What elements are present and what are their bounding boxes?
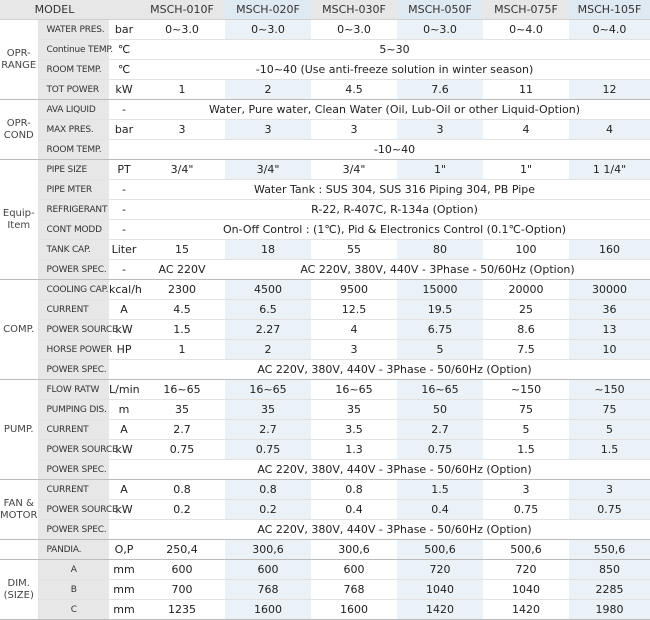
header-unit-cell — [109, 0, 139, 20]
model-name: MSCH-105F — [569, 0, 650, 20]
unit-cell — [109, 520, 139, 540]
param-label: PUMPING DIS. — [38, 400, 109, 420]
unit-cell: mm — [109, 580, 139, 600]
value-cell: 700 — [139, 580, 225, 600]
value-cell: 7.6 — [397, 80, 483, 100]
value-cell: 2.7 — [139, 420, 225, 440]
value-cell: 12.5 — [311, 300, 397, 320]
value-cell: 0.4 — [397, 500, 483, 520]
value-cell: 4 — [483, 120, 569, 140]
spec-row — [0, 200, 650, 220]
value-cell: 100 — [483, 240, 569, 260]
spec-row — [0, 560, 650, 580]
value-cell: 5 — [569, 420, 650, 440]
group-label: OPR-COND — [0, 100, 38, 160]
value-cell: 0.2 — [139, 500, 225, 520]
spec-row — [0, 500, 650, 520]
value-cell: 1" — [397, 160, 483, 180]
value-cell: 160 — [569, 240, 650, 260]
value-cell: 0.75 — [569, 500, 650, 520]
span-value-cell: R-22, R-407C, R-134a (Option) — [139, 200, 650, 220]
spec-row — [0, 100, 650, 120]
value-cell: 3 — [483, 480, 569, 500]
param-label: PIPE MTER — [38, 180, 109, 200]
value-cell: 16~65 — [397, 380, 483, 400]
value-cell: 2300 — [139, 280, 225, 300]
param-label: ROOM TEMP. — [38, 140, 109, 160]
value-cell: 0~3.0 — [225, 20, 311, 40]
value-cell: 4.5 — [311, 80, 397, 100]
spec-row — [0, 40, 650, 60]
model-label: MODEL — [0, 0, 109, 20]
value-cell: 3 — [397, 120, 483, 140]
param-label: POWER SPEC. — [38, 520, 109, 540]
spec-row — [0, 80, 650, 100]
unit-cell: PT — [109, 160, 139, 180]
spec-row — [0, 220, 650, 240]
value-cell: 0~4.0 — [569, 20, 650, 40]
value-cell: 2285 — [569, 580, 650, 600]
value-cell: ~150 — [483, 380, 569, 400]
spec-row — [0, 240, 650, 260]
param-label: HORSE POWER — [38, 340, 109, 360]
header-row — [0, 0, 650, 20]
value-cell: 720 — [483, 560, 569, 580]
value-cell: 1.5 — [397, 480, 483, 500]
value-cell: 1.5 — [483, 440, 569, 460]
spec-row — [0, 460, 650, 480]
value-cell: 19.5 — [397, 300, 483, 320]
value-cell: 3 — [225, 120, 311, 140]
spec-row — [0, 180, 650, 200]
unit-cell: kW — [109, 320, 139, 340]
unit-cell: kW — [109, 80, 139, 100]
unit-cell: bar — [109, 20, 139, 40]
value-cell: 4.5 — [139, 300, 225, 320]
param-label: C — [38, 600, 109, 620]
param-label: PANDIA. — [38, 540, 109, 560]
value-cell: 1235 — [139, 600, 225, 620]
value-cell: 3/4" — [311, 160, 397, 180]
value-cell: 6.5 — [225, 300, 311, 320]
value-cell: 550,6 — [569, 540, 650, 560]
spec-row — [0, 360, 650, 380]
value-cell: 16~65 — [225, 380, 311, 400]
value-cell: 500,6 — [397, 540, 483, 560]
unit-cell: - — [109, 100, 139, 120]
unit-cell: mm — [109, 600, 139, 620]
group-label — [0, 540, 38, 560]
unit-cell: bar — [109, 120, 139, 140]
value-cell: 0.8 — [225, 480, 311, 500]
spec-row — [0, 480, 650, 500]
value-cell: 4 — [311, 320, 397, 340]
unit-cell: A — [109, 300, 139, 320]
unit-cell: ℃ — [109, 60, 139, 80]
value-cell: 1.3 — [311, 440, 397, 460]
value-cell: 1 — [139, 340, 225, 360]
unit-cell — [109, 360, 139, 380]
param-label: POWER SOURCE — [38, 440, 109, 460]
param-label: ROOM TEMP. — [38, 60, 109, 80]
value-cell: 10 — [569, 340, 650, 360]
param-label: POWER SPEC. — [38, 360, 109, 380]
param-label: CURRENT — [38, 420, 109, 440]
spec-row — [0, 440, 650, 460]
value-cell: 1040 — [483, 580, 569, 600]
value-cell: 7.5 — [483, 340, 569, 360]
value-cell: 16~65 — [311, 380, 397, 400]
value-cell: 0.8 — [311, 480, 397, 500]
unit-cell: - — [109, 200, 139, 220]
value-cell: 768 — [225, 580, 311, 600]
value-cell: 250,4 — [139, 540, 225, 560]
value-cell: 0~3.0 — [311, 20, 397, 40]
span-value-cell: On-Off Control : (1℃), Pid & Electronics Control (0.1℃-Option) — [139, 220, 650, 240]
span-value-cell: Water Tank : SUS 304, SUS 316 Piping 304, PB Pipe — [139, 180, 650, 200]
value-cell: 5 — [397, 340, 483, 360]
value-cell: 20000 — [483, 280, 569, 300]
unit-cell: kW — [109, 440, 139, 460]
spec-row — [0, 280, 650, 300]
spec-row — [0, 340, 650, 360]
param-label: Continue TEMP. — [38, 40, 109, 60]
span-value-cell: -10~40 (Use anti-freeze solution in winter season) — [139, 60, 650, 80]
spec-row — [0, 380, 650, 400]
unit-cell: - — [109, 260, 139, 280]
model-name: MSCH-030F — [311, 0, 397, 20]
value-cell: 5 — [483, 420, 569, 440]
spec-row — [0, 300, 650, 320]
value-cell: 3.5 — [311, 420, 397, 440]
value-cell: 13 — [569, 320, 650, 340]
unit-cell: kW — [109, 500, 139, 520]
value-cell: 500,6 — [483, 540, 569, 560]
value-cell: 35 — [139, 400, 225, 420]
value-cell: 600 — [225, 560, 311, 580]
unit-cell: L/min — [109, 380, 139, 400]
param-label: WATER PRES. — [38, 20, 109, 40]
value-cell: 768 — [311, 580, 397, 600]
spec-row — [0, 120, 650, 140]
unit-cell: - — [109, 220, 139, 240]
value-cell: 55 — [311, 240, 397, 260]
group-label: Equip-Item — [0, 160, 38, 280]
value-cell: 0.75 — [397, 440, 483, 460]
unit-cell — [109, 140, 139, 160]
value-cell: 3/4" — [139, 160, 225, 180]
value-cell: 35 — [311, 400, 397, 420]
value-cell: 3 — [311, 340, 397, 360]
value-cell: 1.5 — [569, 440, 650, 460]
param-label: A — [38, 560, 109, 580]
value-cell: 18 — [225, 240, 311, 260]
spec-row — [0, 420, 650, 440]
group-label: DIM. (SIZE) — [0, 560, 38, 620]
value-cell: 75 — [569, 400, 650, 420]
value-cell: 36 — [569, 300, 650, 320]
value-cell: 3 — [311, 120, 397, 140]
param-label: FLOW RATW — [38, 380, 109, 400]
group-label: FAN & MOTOR — [0, 480, 38, 540]
spec-row — [0, 160, 650, 180]
value-cell: 2 — [225, 80, 311, 100]
group-label: OPR-RANGE — [0, 20, 38, 100]
value-cell: 1.5 — [139, 320, 225, 340]
unit-cell: HP — [109, 340, 139, 360]
value-cell: 600 — [311, 560, 397, 580]
value-cell: 9500 — [311, 280, 397, 300]
unit-cell: kcal/h — [109, 280, 139, 300]
param-label: COOLING CAP. — [38, 280, 109, 300]
value-cell: 0~3.0 — [397, 20, 483, 40]
value-cell: 1980 — [569, 600, 650, 620]
param-label: CURRENT — [38, 480, 109, 500]
value-cell: 0.75 — [139, 440, 225, 460]
value-cell: 1040 — [397, 580, 483, 600]
unit-cell: mm — [109, 560, 139, 580]
span-value-cell: AC 220V, 380V, 440V - 3Phase - 50/60Hz (Option) — [139, 520, 650, 540]
value-cell: 4500 — [225, 280, 311, 300]
param-label: POWER SOURCE — [38, 320, 109, 340]
value-cell: 8.6 — [483, 320, 569, 340]
group-label: PUMP. — [0, 380, 38, 480]
spec-row — [0, 580, 650, 600]
model-name: MSCH-020F — [225, 0, 311, 20]
spec-row — [0, 60, 650, 80]
value-cell: 0.75 — [225, 440, 311, 460]
value-cell: 30000 — [569, 280, 650, 300]
value-cell: 16~65 — [139, 380, 225, 400]
spec-row — [0, 520, 650, 540]
param-label: PIPE SIZE — [38, 160, 109, 180]
value-cell: 11 — [483, 80, 569, 100]
param-label: POWER SPEC. — [38, 260, 109, 280]
value-cell: 3/4" — [225, 160, 311, 180]
value-cell: 1" — [483, 160, 569, 180]
value-cell: 3 — [569, 480, 650, 500]
value-cell: 3 — [139, 120, 225, 140]
group-label: COMP. — [0, 280, 38, 380]
param-label: REFRIGERANT — [38, 200, 109, 220]
model-name: MSCH-075F — [483, 0, 569, 20]
value-cell: 2.7 — [225, 420, 311, 440]
unit-cell: m — [109, 400, 139, 420]
value-cell: 0~3.0 — [139, 20, 225, 40]
unit-cell — [109, 460, 139, 480]
value-cell: 80 — [397, 240, 483, 260]
value-cell: 1600 — [311, 600, 397, 620]
span-value-cell: AC 220V, 380V, 440V - 3Phase - 50/60Hz (Option) — [225, 260, 650, 280]
value-cell: AC 220V — [139, 260, 225, 280]
value-cell: 0.75 — [483, 500, 569, 520]
value-cell: 4 — [569, 120, 650, 140]
param-label: CURRENT — [38, 300, 109, 320]
value-cell: 75 — [483, 400, 569, 420]
param-label: TOT POWER — [38, 80, 109, 100]
param-label: TANK CAP. — [38, 240, 109, 260]
param-label: AVA LIQUID — [38, 100, 109, 120]
value-cell: 300,6 — [225, 540, 311, 560]
span-value-cell: AC 220V, 380V, 440V - 3Phase - 50/60Hz (Option) — [139, 360, 650, 380]
span-value-cell: 5~30 — [139, 40, 650, 60]
unit-cell: ℃ — [109, 40, 139, 60]
value-cell: 1 — [139, 80, 225, 100]
spec-row — [0, 540, 650, 560]
value-cell: ~150 — [569, 380, 650, 400]
param-label: MAX PRES. — [38, 120, 109, 140]
unit-cell: Liter — [109, 240, 139, 260]
value-cell: 2.7 — [397, 420, 483, 440]
span-value-cell: AC 220V, 380V, 440V - 3Phase - 50/60Hz (Option) — [139, 460, 650, 480]
value-cell: 1600 — [225, 600, 311, 620]
value-cell: 0.8 — [139, 480, 225, 500]
spec-row — [0, 260, 650, 280]
value-cell: 6.75 — [397, 320, 483, 340]
span-value-cell: -10~40 — [139, 140, 650, 160]
value-cell: 2 — [225, 340, 311, 360]
param-label: POWER SPEC. — [38, 460, 109, 480]
unit-cell: A — [109, 480, 139, 500]
param-label: CONT MODD — [38, 220, 109, 240]
value-cell: 600 — [139, 560, 225, 580]
value-cell: 0~4.0 — [483, 20, 569, 40]
spec-row — [0, 20, 650, 40]
spec-row — [0, 600, 650, 620]
value-cell: 35 — [225, 400, 311, 420]
value-cell: 1420 — [483, 600, 569, 620]
unit-cell: O,P — [109, 540, 139, 560]
spec-row — [0, 140, 650, 160]
param-label: B — [38, 580, 109, 600]
model-name: MSCH-010F — [139, 0, 225, 20]
spec-row — [0, 400, 650, 420]
value-cell: 12 — [569, 80, 650, 100]
value-cell: 720 — [397, 560, 483, 580]
value-cell: 1420 — [397, 600, 483, 620]
span-value-cell: Water, Pure water, Clean Water (Oil, Lub-Oil or other Liquid-Option) — [139, 100, 650, 120]
value-cell: 850 — [569, 560, 650, 580]
value-cell: 50 — [397, 400, 483, 420]
value-cell: 0.4 — [311, 500, 397, 520]
value-cell: 2.27 — [225, 320, 311, 340]
unit-cell: A — [109, 420, 139, 440]
value-cell: 25 — [483, 300, 569, 320]
unit-cell: - — [109, 180, 139, 200]
value-cell: 1 1/4" — [569, 160, 650, 180]
model-name: MSCH-050F — [397, 0, 483, 20]
value-cell: 15000 — [397, 280, 483, 300]
spec-row — [0, 320, 650, 340]
value-cell: 0.2 — [225, 500, 311, 520]
param-label: POWER SOURCE — [38, 500, 109, 520]
value-cell: 300,6 — [311, 540, 397, 560]
value-cell: 15 — [139, 240, 225, 260]
